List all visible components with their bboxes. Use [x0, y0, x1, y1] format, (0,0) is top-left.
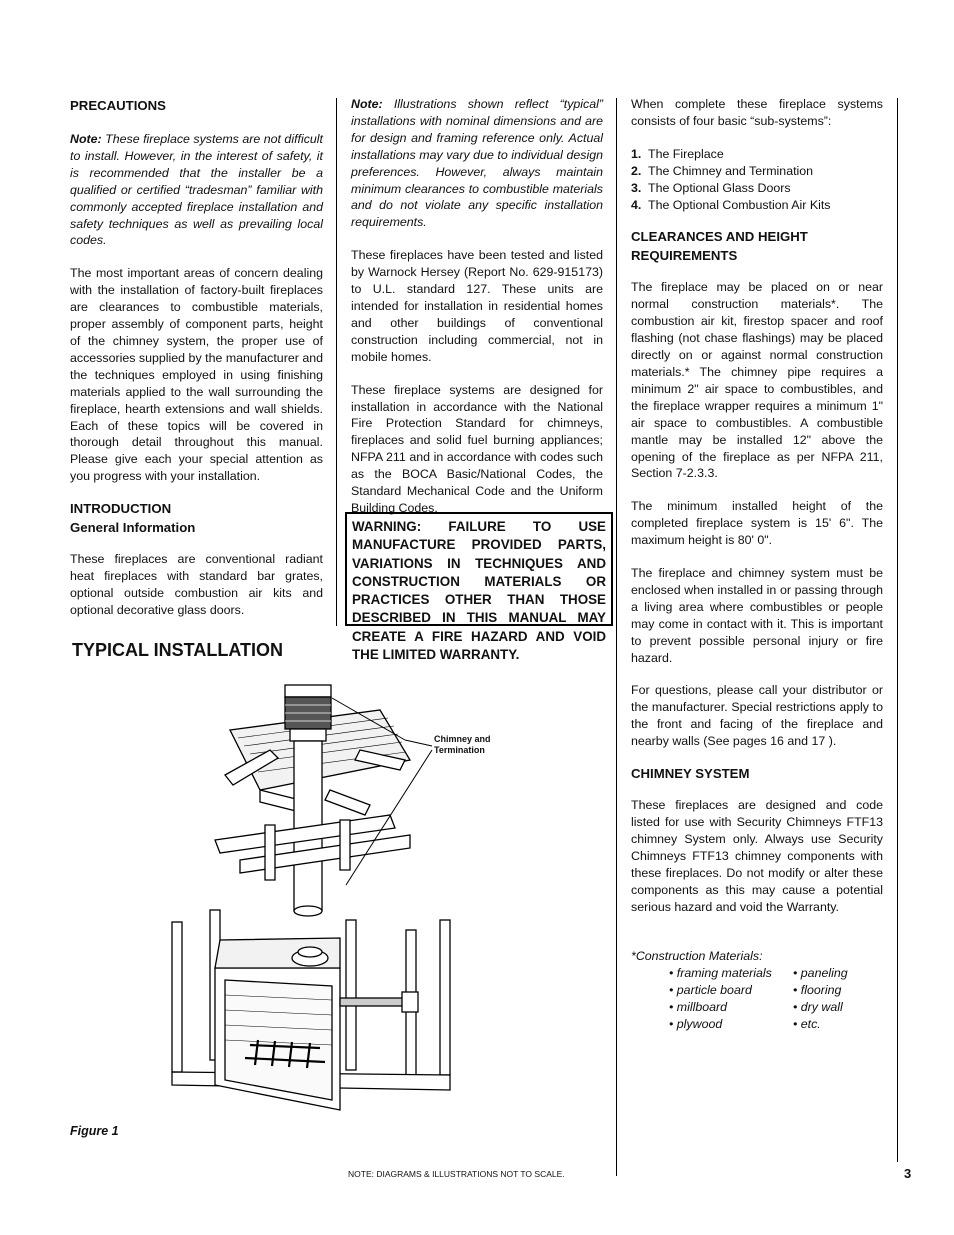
- list-item: 3. The Optional Glass Doors: [631, 180, 791, 195]
- precautions-heading: PRECAUTIONS: [70, 98, 166, 113]
- subsystems-intro: When complete these fireplace systems consists of four basic “sub-systems”:: [631, 97, 883, 128]
- list-item: • millboard: [669, 1000, 728, 1015]
- column-divider-1: [336, 98, 337, 626]
- chimney-system-heading: CHIMNEY SYSTEM: [631, 766, 750, 782]
- list-item: • flooring: [793, 983, 842, 998]
- illustrations-note: [351, 96, 603, 231]
- precautions-note: [70, 131, 323, 249]
- column-1: [70, 96, 323, 619]
- footer-note: NOTE: DIAGRAMS & ILLUSTRATIONS NOT TO SCALE.: [348, 1169, 565, 1179]
- clearances-heading: CLEARANCES AND HEIGHT REQUIREMENTS: [631, 229, 808, 264]
- listing-paragraph: These fireplaces have been tested and listed by Warnock Hersey (Report No. 629-915173) to U.L. standard 127. These units are intended for installation in residential homes and other buildings of conventional construction including commercial, not in mobile homes.: [351, 248, 603, 364]
- subsystems-list: [631, 146, 883, 214]
- list-item: 2. The Chimney and Termination: [631, 163, 814, 178]
- height-paragraph: The minimum installed height of the completed fireplace system is 15' 6". The maximum height is 80' 0".: [631, 499, 883, 548]
- precautions-paragraph: The most important areas of concern dealing with the installation of factory-built fireplaces are clearances to combustible materials, proper assembly of component parts, height of the chimney system, the proper use of accessories supplied by the manufacturer and the techniques employed in using finishing materials applied to the wall surrounding the fireplace, hearth extensions and wall shields. Each of these topics will be covered in thorough detail throughout this manual. Please give each your special attention as you progress with your installation.: [70, 266, 323, 484]
- list-item: 4. The Optional Combustion Air Kits: [631, 197, 831, 212]
- fireplace-installation-illustration: [160, 680, 480, 1130]
- list-item: 1. The Fireplace: [631, 146, 724, 161]
- page-number: 3: [904, 1166, 912, 1181]
- chimney-callout-label: Chimney and Termination: [434, 734, 491, 755]
- note-label-2: Note:: [351, 97, 383, 111]
- list-item: • dry wall: [793, 1000, 843, 1015]
- materials-list: [631, 965, 883, 1033]
- warning-box: WARNING: FAILURE TO USE MANUFACTURE PROVIDED PARTS, VARIATIONS IN TECHNIQUES AND CONSTRUCTION MATERIALS OR PRACTICES OTHER THAN THOSE DESCRIBED IN THIS MANUAL MAY CREATE A FIRE HAZARD AND VOID THE LIMITED WARRANTY.: [345, 512, 613, 626]
- questions-paragraph: For questions, please call your distributor or the manufacturer. Special restrictions apply to the front and facing of the fireplace and nearby walls (See pages 16 and 17 ).: [631, 683, 883, 749]
- materials-title: *Construction Materials:: [631, 949, 763, 964]
- introduction-paragraph: These fireplaces are conventional radiant heat fireplaces with standard bar grates, optional outside combustion air kits and optional decorative glass doors.: [70, 552, 323, 617]
- clearances-paragraph: The fireplace may be placed on or near normal construction materials*. The combustion air kit, firestop spacer and roof flashing (not chase flashings) may be placed directly on or against normal construction materials.* The chimney pipe requires a minimum 2" air space to combustibles, and the fireplace wrapper requires a minimum 1" air space to combustibles. A combustible mantle may be installed 12" above the opening of the fireplace as per NFPA 211, Section 7-2.3.3.: [631, 280, 883, 481]
- list-item: • framing materials: [669, 966, 772, 981]
- illustrations-note-text: Illustrations shown reflect “typical” installations with nominal dimensions and are for design and framing reference only. Actual installations may vary due to individual design preferences. However, always maintain minimum clearances to combustible materials and do not violate any specific installation requirements.: [351, 97, 603, 230]
- typical-installation-heading: TYPICAL INSTALLATION: [72, 640, 283, 660]
- introduction-heading: INTRODUCTION: [70, 501, 172, 517]
- note-text: These fireplace systems are not difficult to install. However, in the interest of safety, it is recommended that the installer be a qualified or certified “tradesman” familiar with commonly accepted fireplace installation and safety techniques as well as prevailing local codes.: [70, 132, 323, 248]
- column-divider-2: [616, 98, 617, 1176]
- standards-paragraph: These fireplace systems are designed for installation in accordance with the National Fire Protection Standard for chimneys, fireplaces and solid fuel burning appliances; NFPA 211 and in accordance with codes such as the BOCA Basic/National Codes, the Standard Mechanical Code and the Uniform Building Codes.: [351, 382, 603, 515]
- enclosure-paragraph: The fireplace and chimney system must be enclosed when installed in or passing through a living area where combustibles or people may come in contact with it. This is important to prevent possible personal injury or fire hazard.: [631, 566, 883, 665]
- column-3: [631, 96, 883, 1033]
- figure-caption: Figure 1: [70, 1124, 119, 1138]
- column-2: [351, 96, 603, 517]
- list-item: • particle board: [669, 983, 752, 998]
- right-margin-rule: [897, 98, 898, 1162]
- general-information-heading: General Information: [70, 520, 196, 536]
- list-item: • etc.: [793, 1017, 821, 1032]
- note-label: Note:: [70, 132, 102, 146]
- list-item: • plywood: [669, 1017, 723, 1032]
- chimney-system-paragraph: These fireplaces are designed and code listed for use with Security Chimneys FTF13 chimney System only. Always use Security Chimneys FTF13 chimney components with these fireplaces. Do not modify or alter these components as this may cause a potential serious hazard and void the Warranty.: [631, 798, 883, 914]
- list-item: • paneling: [793, 966, 848, 981]
